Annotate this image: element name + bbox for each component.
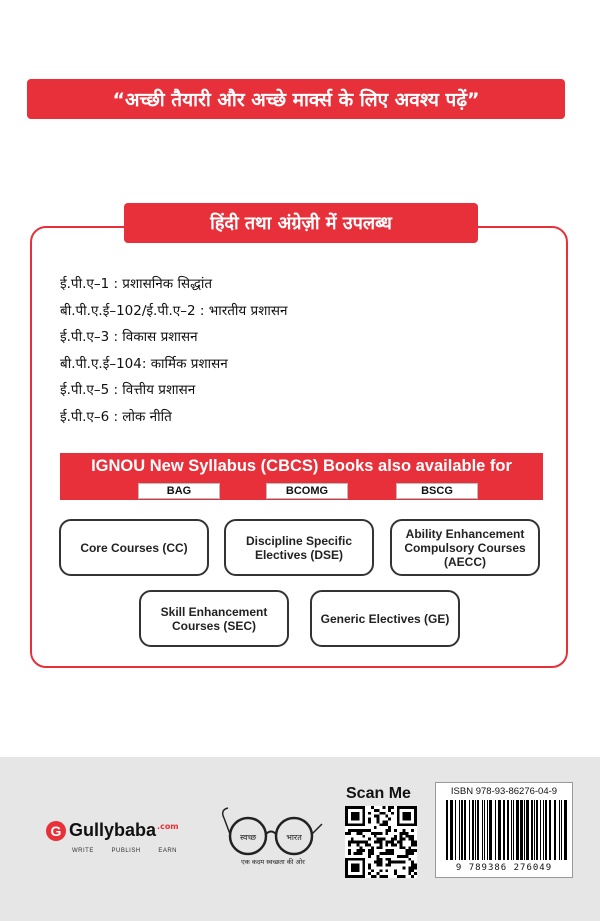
programme-badge-bcomg: BCOMG bbox=[266, 483, 348, 499]
programme-badge-bscg: BSCG bbox=[396, 483, 478, 499]
course-ge bbox=[310, 590, 460, 647]
course-ge-label: Generic Electives (GE) bbox=[320, 611, 450, 626]
list-item: ई.पी.ए–6 : लोक नीति bbox=[60, 408, 172, 425]
course-sec bbox=[139, 590, 289, 647]
course-sec-label: Skill Enhancement Courses (SEC) bbox=[160, 604, 268, 633]
bharat-word: भारत bbox=[286, 833, 302, 842]
course-core-label: Core Courses (CC) bbox=[80, 540, 188, 555]
gullybaba-g-icon: G bbox=[46, 821, 66, 841]
list-item: ई.पी.ए–3 : विकास प्रशासन bbox=[60, 329, 198, 345]
tagline-publish: PUBLISH bbox=[111, 848, 141, 854]
list-item: बी.पी.ए.ई–102/ई.पी.ए–2 : भारतीय प्रशासन bbox=[60, 302, 288, 319]
barcode-icon bbox=[444, 800, 568, 860]
isbn-label: ISBN 978-93-86276-04-9 bbox=[450, 786, 558, 797]
tagline-banner bbox=[27, 79, 565, 119]
language-availability-label: हिंदी तथा अंग्रेज़ी में उपलब्ध bbox=[210, 213, 392, 234]
language-availability-tab bbox=[124, 203, 478, 243]
gullybaba-domain: .com bbox=[157, 822, 179, 831]
course-dse-label: Discipline Specific Electives (DSE) bbox=[245, 533, 353, 562]
swachh-bharat-glasses-icon bbox=[218, 800, 328, 860]
isbn-digits: 9 789386 276049 bbox=[455, 863, 553, 873]
course-aecc-label: Ability Enhancement Compulsory Courses (AECC) bbox=[404, 526, 526, 569]
tagline-write: WRITE bbox=[72, 848, 94, 854]
paper-list bbox=[60, 276, 288, 435]
course-aecc bbox=[390, 519, 540, 576]
gullybaba-tagline bbox=[72, 848, 177, 854]
list-item: बी.पी.ए.ई–104: कार्मिक प्रशासन bbox=[60, 355, 228, 372]
swachh-word: स्वच्छ bbox=[239, 833, 257, 842]
list-item: ई.पी.ए–1 : प्रशासनिक सिद्धांत bbox=[60, 276, 213, 292]
list-item: ई.पी.ए–5 : वित्तीय प्रशासन bbox=[60, 382, 196, 398]
course-core bbox=[59, 519, 209, 576]
course-dse bbox=[224, 519, 374, 576]
isbn-barcode bbox=[435, 782, 573, 878]
gullybaba-logo bbox=[46, 820, 179, 841]
tagline-earn: EARN bbox=[158, 848, 177, 854]
programme-badge-bag: BAG bbox=[138, 483, 220, 499]
tagline-text: “अच्छी तैयारी और अच्छे मार्क्स के लिए अवश्य पढ़ें” bbox=[112, 89, 480, 111]
qr-code-icon[interactable] bbox=[345, 806, 417, 878]
swachh-bharat-tagline: एक कदम स्वच्छता की ओर bbox=[241, 858, 305, 866]
ignou-syllabus-title: IGNOU New Syllabus (CBCS) Books also available for bbox=[91, 457, 512, 475]
scan-me-label: Scan Me bbox=[346, 785, 411, 802]
gullybaba-name: Gullybaba bbox=[69, 820, 157, 840]
